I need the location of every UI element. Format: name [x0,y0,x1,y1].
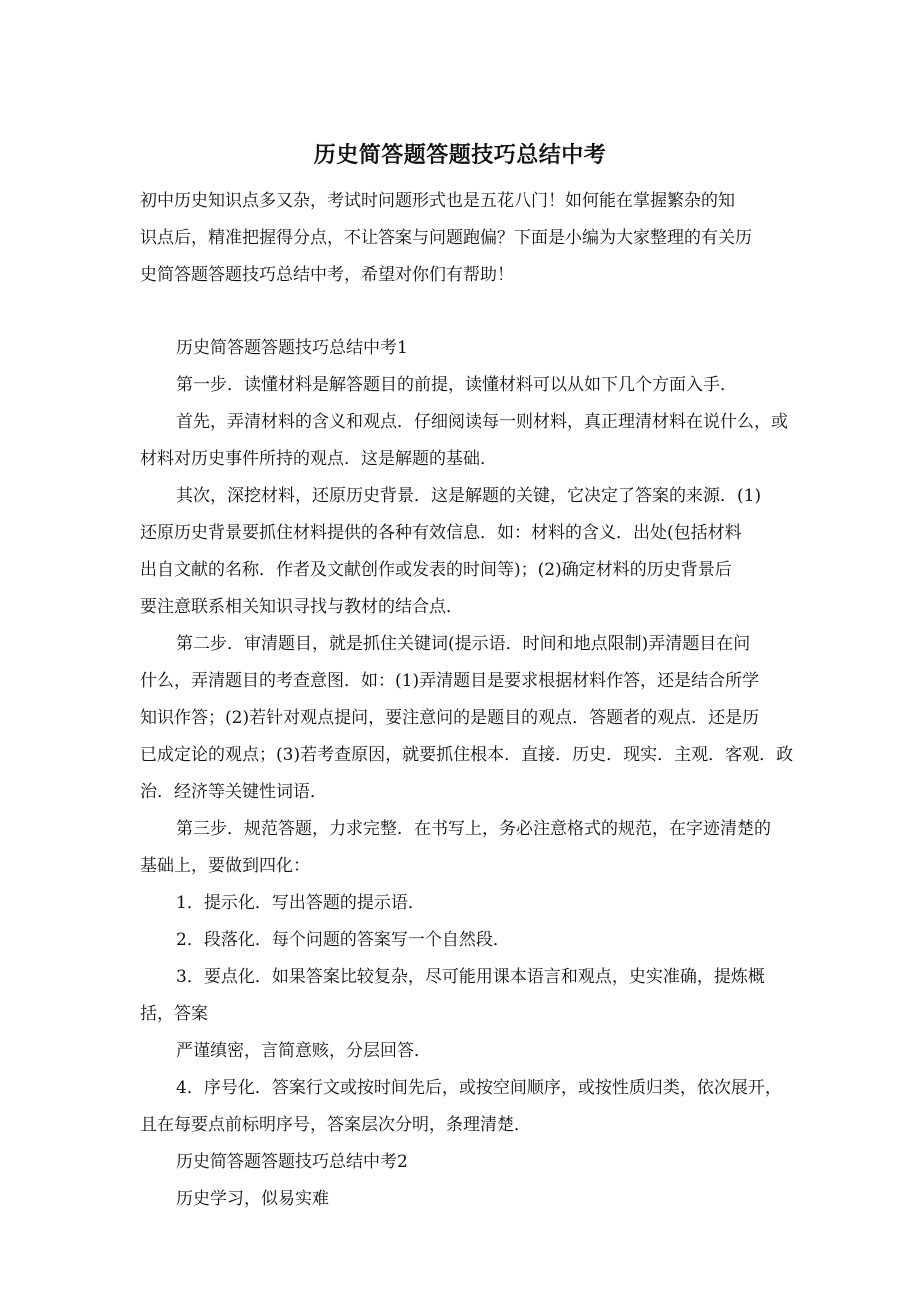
list-item: 3．要点化．如果答案比较复杂，尽可能用课本语言和观点，史实准确，提炼概 [176,967,765,987]
list-item: 1．提示化．写出答题的提示语． [176,893,425,913]
intro-line-3: 史简答题答题技巧总结中考，希望对你们有帮助！ [140,265,514,285]
paragraph-line: 严谨缜密，言简意赅，分层回答． [176,1041,431,1061]
paragraph-line: 其次，深挖材料，还原历史背景．这是解题的关键，它决定了答案的来源．(1) [176,486,762,506]
paragraph-line: 要注意联系相关知识寻找与教材的结合点． [140,597,463,617]
paragraph-line: 出自文献的名称．作者及文献创作或发表的时间等)；(2)确定材料的历史背景后 [140,560,732,580]
list-item: 2．段落化．每个问题的答案写一个自然段． [176,930,510,950]
document-title: 历史简答题答题技巧总结中考 [313,142,607,168]
section-heading-1: 历史简答题答题技巧总结中考1 [176,338,408,358]
paragraph-line: 第一步．读懂材料是解答题目的前提，读懂材料可以从如下几个方面入手． [176,375,737,395]
paragraph-line: 基础上，要做到四化： [140,856,310,876]
paragraph-line: 还原历史背景要抓住材料提供的各种有效信息．如：材料的含义．出处(包括材料 [140,523,742,543]
paragraph-line: 第三步．规范答题，力求完整．在书写上，务必注意格式的规范，在字迹清楚的 [176,819,771,839]
paragraph-line: 材料对历史事件所持的观点．这是解题的基础． [140,449,497,469]
paragraph-line: 治．经济等关键性词语． [140,782,327,802]
paragraph-line: 第二步．审清题目，就是抓住关键词(提示语．时间和地点限制)弄清题目在问 [176,634,751,654]
paragraph-line: 历史学习，似易实难 [176,1189,329,1209]
paragraph-line: 首先，弄清材料的含义和观点．仔细阅读每一则材料，真正理清材料在说什么，或 [176,412,788,432]
intro-line-2: 识点后，精准把握得分点，不让答案与问题跑偏？下面是小编为大家整理的有关历 [140,228,752,248]
paragraph-line: 什么，弄清题目的考查意图．如：(1)弄清题目是要求根据材料作答，还是结合所学 [140,671,760,691]
intro-line-1: 初中历史知识点多又杂，考试时问题形式也是五花八门！如何能在掌握繁杂的知 [140,191,735,211]
section-heading-2: 历史简答题答题技巧总结中考2 [176,1152,408,1172]
list-item-continuation: 括，答案 [140,1004,208,1024]
paragraph-line: 知识作答；(2)若针对观点提问，要注意问的是题目的观点．答题者的观点．还是历 [140,708,760,728]
list-item-continuation: 且在每要点前标明序号，答案层次分明，条理清楚． [140,1115,531,1135]
paragraph-line: 已成定论的观点；(3)若考查原因，就要抓住根本．直接．历史．现实．主观．客观．政 [140,745,794,765]
list-item: 4．序号化．答案行文或按时间先后，或按空间顺序，或按性质归类，依次展开， [176,1078,782,1098]
